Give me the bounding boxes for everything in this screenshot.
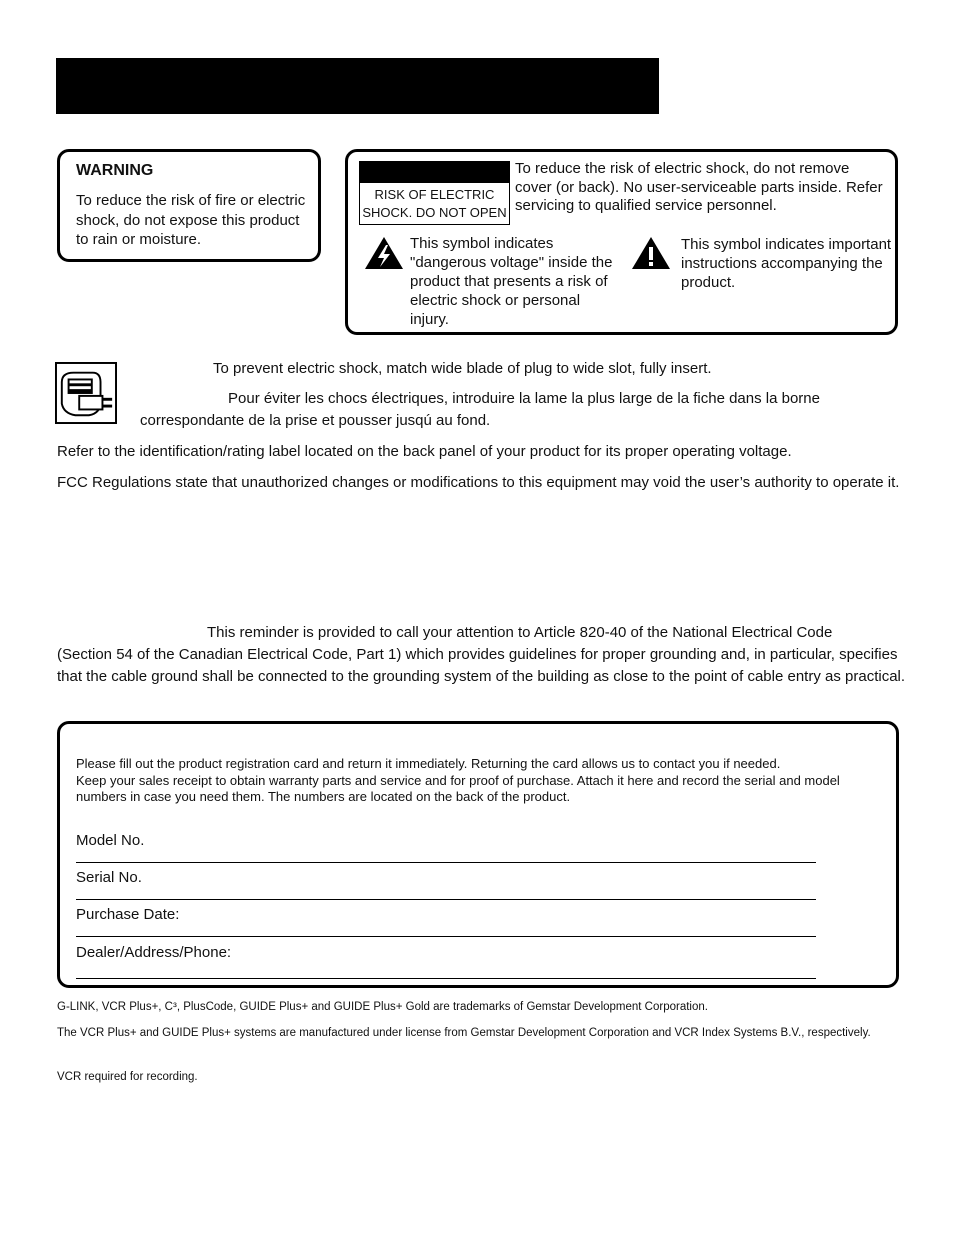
nec-text-first-line: This reminder is provided to call your attention to Article 820-40 of the National Electrical Code <box>207 624 833 641</box>
plug-french-text-line2: correspondante de la prise et pousser jusqú au fond. <box>140 412 491 429</box>
purchase-date-label: Purchase Date: <box>76 906 180 923</box>
caution-label-text: RISK OF ELECTRIC SHOCK. DO NOT OPEN <box>362 187 507 220</box>
dealer-label: Dealer/Address/Phone: <box>76 944 232 961</box>
model-number-label: Model No. <box>76 832 145 849</box>
exclamation-triangle-icon <box>631 236 671 270</box>
caution-label <box>359 161 510 225</box>
serial-number-label: Serial No. <box>76 869 142 886</box>
fcc-text: FCC Regulations state that unauthorized changes or modifications to this equipment may void the user’s authority to operate it. <box>57 474 900 491</box>
model-number-line[interactable] <box>76 862 816 863</box>
plug-english-text: To prevent electric shock, match wide blade of plug to wide slot, fully insert. <box>213 360 712 377</box>
caution-label-header <box>360 162 509 183</box>
nec-text-rest: (Section 54 of the Canadian Electrical Code, Part 1) which provides guidelines for proper grounding and, in particular, specifies that the cable ground shall be connected to the grounding system of the building as close to the point of cable entry as practical. <box>57 646 906 685</box>
registration-para2: Keep your sales receipt to obtain warranty parts and service and for proof of purchase. Attach it here and record the serial and model numbers in case you need them. The numbers are located on the back of the product. <box>76 772 840 804</box>
lightning-triangle-icon <box>364 236 404 270</box>
warning-text: To reduce the risk of fire or electric shock, do not expose this product to rain or moisture. <box>76 192 306 248</box>
purchase-date-line[interactable] <box>76 936 816 937</box>
plug-icon <box>55 362 117 424</box>
registration-instructions <box>76 756 886 806</box>
trademarks-text: G-LINK, VCR Plus+, C³, PlusCode, GUIDE Plus+ and GUIDE Plus+ Gold are trademarks of Gemstar Development Corporation. <box>57 1001 708 1013</box>
dealer-line[interactable] <box>76 978 816 979</box>
header-bar <box>56 58 659 114</box>
caution-cover-text: To reduce the risk of electric shock, do not remove cover (or back). No user-serviceable parts inside. Refer servicing to qualified service personnel. <box>515 160 883 214</box>
registration-para1: Please fill out the product registration card and return it immediately. Returning the card allows us to contact you if needed. <box>76 756 781 771</box>
voltage-symbol-text: This symbol indicates "dangerous voltage" inside the product that presents a risk of electric shock or personal injury. <box>410 235 613 328</box>
license-text: The VCR Plus+ and GUIDE Plus+ systems are manufactured under license from Gemstar Development Corporation and VCR Index Systems B.V., respectively. <box>57 1027 871 1039</box>
serial-number-line[interactable] <box>76 899 816 900</box>
vcr-required-text: VCR required for recording. <box>57 1071 198 1083</box>
voltage-label-text: Refer to the identification/rating label located on the back panel of your product for its proper operating voltage. <box>57 443 792 460</box>
warning-title: WARNING <box>76 162 154 179</box>
nec-text <box>57 622 917 688</box>
instructions-symbol-text: This symbol indicates important instructions accompanying the product. <box>681 236 892 291</box>
plug-french-text-line1: Pour éviter les chocs électriques, introduire la lame la plus large de la fiche dans la borne <box>228 390 820 407</box>
